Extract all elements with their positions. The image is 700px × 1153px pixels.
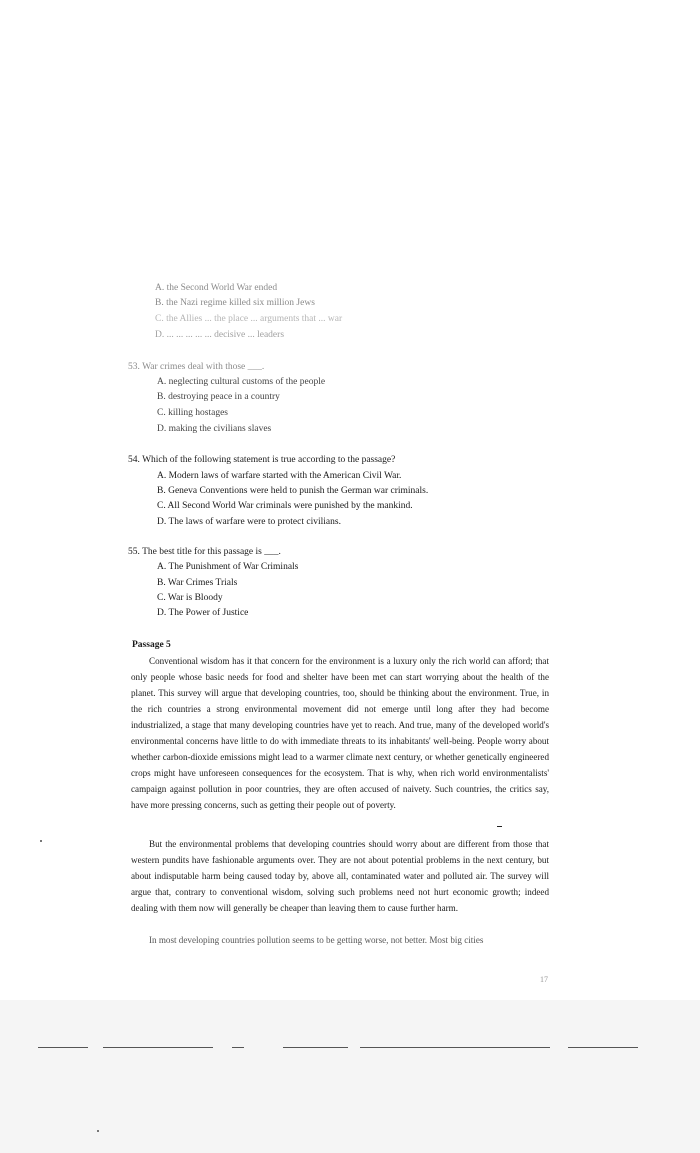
scan-rule xyxy=(232,1047,244,1048)
scan-speck xyxy=(497,826,502,827)
question-55-option-a: A. The Punishment of War Criminals xyxy=(157,562,299,572)
scan-rule xyxy=(38,1047,88,1048)
question-54-stem: 54. Which of the following statement is true according to the passage? xyxy=(128,455,396,465)
scan-rule xyxy=(568,1047,638,1048)
question-54-option-d: D. The laws of warfare were to protect civilians. xyxy=(157,517,341,527)
prev-option-d: D. ... ... ... ... ... decisive ... leaders xyxy=(155,330,285,340)
page-number: 17 xyxy=(540,975,548,984)
question-55-stem: 55. The best title for this passage is ___. xyxy=(128,547,281,557)
prev-option-c: C. the Allies ... the place ... arguments that ... war xyxy=(155,314,343,324)
question-54-option-a: A. Modern laws of warfare started with the American Civil War. xyxy=(157,471,402,481)
question-54-option-b: B. Geneva Conventions were held to punish the German war criminals. xyxy=(157,486,429,496)
question-53-option-a: A. neglecting cultural customs of the people xyxy=(157,377,326,387)
question-54-option-c: C. All Second World War criminals were punished by the mankind. xyxy=(157,501,413,511)
prev-option-a: A. the Second World War ended xyxy=(155,283,278,293)
question-55-option-d: D. The Power of Justice xyxy=(157,608,249,618)
question-55-option-c: C. War is Bloody xyxy=(157,593,223,603)
passage-paragraph-3: In most developing countries pollution seems to be getting worse, not better. Most big cities xyxy=(149,935,484,945)
scan-shadow xyxy=(0,1000,700,1153)
passage-title: Passage 5 xyxy=(132,640,171,650)
passage-paragraph-2: But the environmental problems that developing countries should worry about are different from those that western pundits have fashionable arguments over. They are not about potential problems in the next century, but about indisputable harm being caused today by, above all, contaminated water and polluted air. The survey will argue that, contrary to conventional wisdom, solving such problems need not hurt economic growth; indeed dealing with them now will generally be cheaper than leaving them to cause further harm. xyxy=(131,839,549,913)
scan-rule xyxy=(283,1047,348,1048)
question-53-stem: 53. War crimes deal with those ___. xyxy=(128,362,265,372)
scan-speck xyxy=(97,1130,99,1132)
question-53-option-d: D. making the civilians slaves xyxy=(157,424,272,434)
question-53-option-b: B. destroying peace in a country xyxy=(157,392,280,402)
scan-speck xyxy=(40,840,42,842)
question-55-option-b: B. War Crimes Trials xyxy=(157,578,238,588)
scan-rule xyxy=(103,1047,213,1048)
prev-option-b: B. the Nazi regime killed six million Jews xyxy=(155,298,315,308)
scan-rule xyxy=(360,1047,550,1048)
question-53-option-c: C. killing hostages xyxy=(157,408,228,418)
passage-paragraph-1: Conventional wisdom has it that concern for the environment is a luxury only the rich world can afford; that only people whose basic needs for food and shelter have been met can start worrying about the health of the planet. This survey will argue that developing countries, too, should be thinking about the environment. True, in the rich countries a strong environmental movement did not emerge until long after they had become industrialized, a stage that many developing countries have yet to reach. And true, many of the developed world's environmental concerns have little to do with immediate threats to its inhabitants' well-being. People worry about whether carbon-dioxide emissions might lead to a warmer climate next century, or whether genetically engineered crops might have unforeseen consequences for the ecosystem. That is why, when rich world environmentalists' campaign against pollution in poor countries, they are often accused of naivety. Such countries, the critics say, have more pressing concerns, such as getting their people out of poverty. xyxy=(131,656,549,810)
